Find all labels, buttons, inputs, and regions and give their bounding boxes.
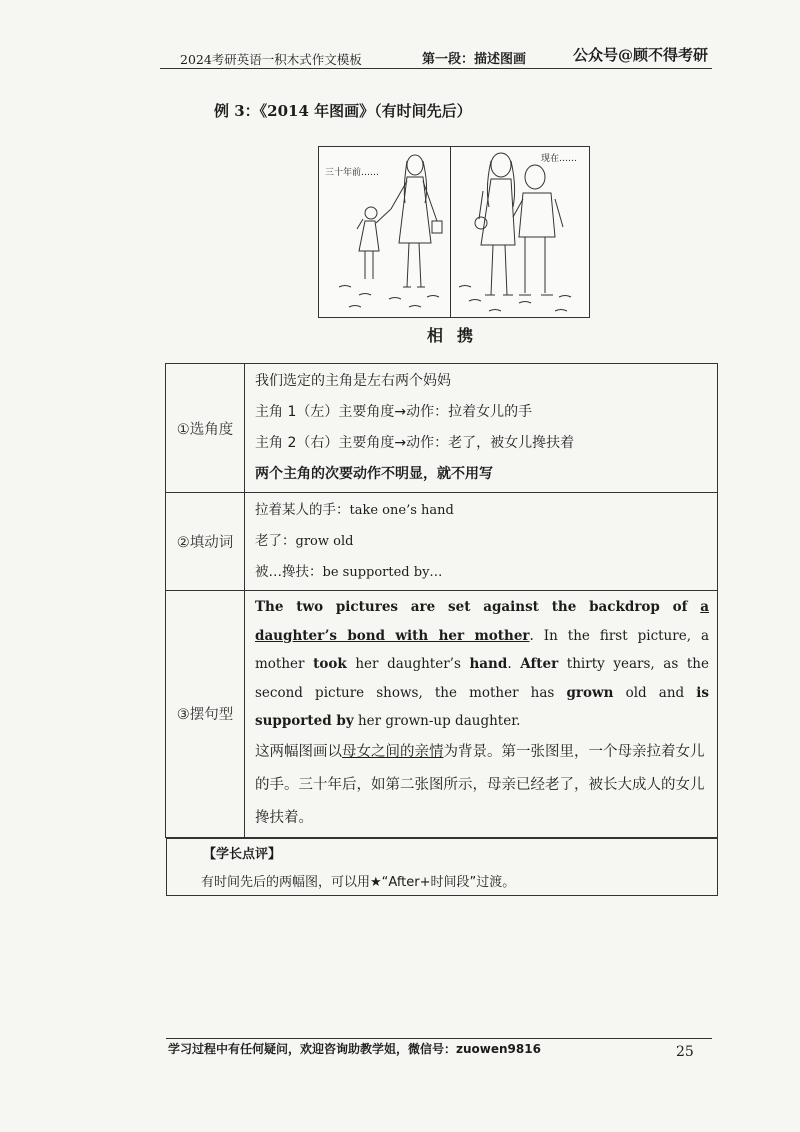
panel-divider [450,147,451,317]
right-panel-label: 现在…… [541,154,578,164]
row-label-angle: ①选角度 [166,364,245,493]
figure-caption: 相携 [427,326,488,345]
angle-line-2: 主角 1（左）主要角度→动作：拉着女儿的手 [255,404,533,420]
underlined-phrase: a daughter’s bond with her mother [255,599,709,644]
footer-contact: 学习过程中有任何疑问，欢迎咨询助教学姐，微信号：zuowen9816 [168,1042,541,1056]
angle-line-3: 主角 2（右）主要角度→动作：老了，被女儿搀扶着 [255,435,575,451]
header-book-title: 2024考研英语一积木式作文模板 [180,52,362,67]
header-account: 公众号@顾不得考研 [572,46,708,64]
senior-comment-box [166,838,718,896]
table-row [166,591,718,838]
page-number: 25 [676,1044,694,1060]
footer-divider [166,1038,712,1039]
left-panel-label: 三十年前…… [325,168,380,178]
angle-line-4: 两个主角的次要动作不明显，就不用写 [255,466,493,482]
chinese-translation: 这两幅图画以母女之间的亲情为背景。第一张图里，一个母亲拉着女儿的手。三十年后，如第二张图所示，母亲已经老了，被长大成人的女儿搀扶着。 [255,743,705,826]
table-row [166,364,718,493]
angle-line-1: 我们选定的主角是左右两个妈妈 [255,373,451,389]
english-paragraph: The two pictures are set against the backdrop of a daughter’s bond with her mother. In the first picture, a mother took her daughter’s hand. After thirty years, as the second picture shows, the mother has grown old and is supported by her grown-up daughter. [255,599,709,729]
row-content-angle [245,364,718,493]
row-content-verbs [245,493,718,591]
row-label-verbs: ②填动词 [166,493,245,591]
page-header [160,44,712,69]
cartoon-figure [318,146,590,318]
underlined-phrase: 母女之间的亲情 [342,743,444,760]
method-table [165,363,718,838]
verb-line: 拉着某人的手：take one’s hand [255,502,454,518]
example-title: 例 3：《2014 年图画》（有时间先后） [214,102,472,120]
comment-title: 【学长点评】 [203,847,282,862]
row-label-sentence: ③摆句型 [166,591,245,838]
header-section: 第一段：描述图画 [422,52,527,67]
comment-text: 有时间先后的两幅图，可以用★“After+时间段”过渡。 [201,875,516,890]
row-content-sentence [245,591,718,838]
verb-line: 被…搀扶：be supported by… [255,564,443,580]
verb-line: 老了：grow old [255,533,354,549]
table-row [166,493,718,591]
